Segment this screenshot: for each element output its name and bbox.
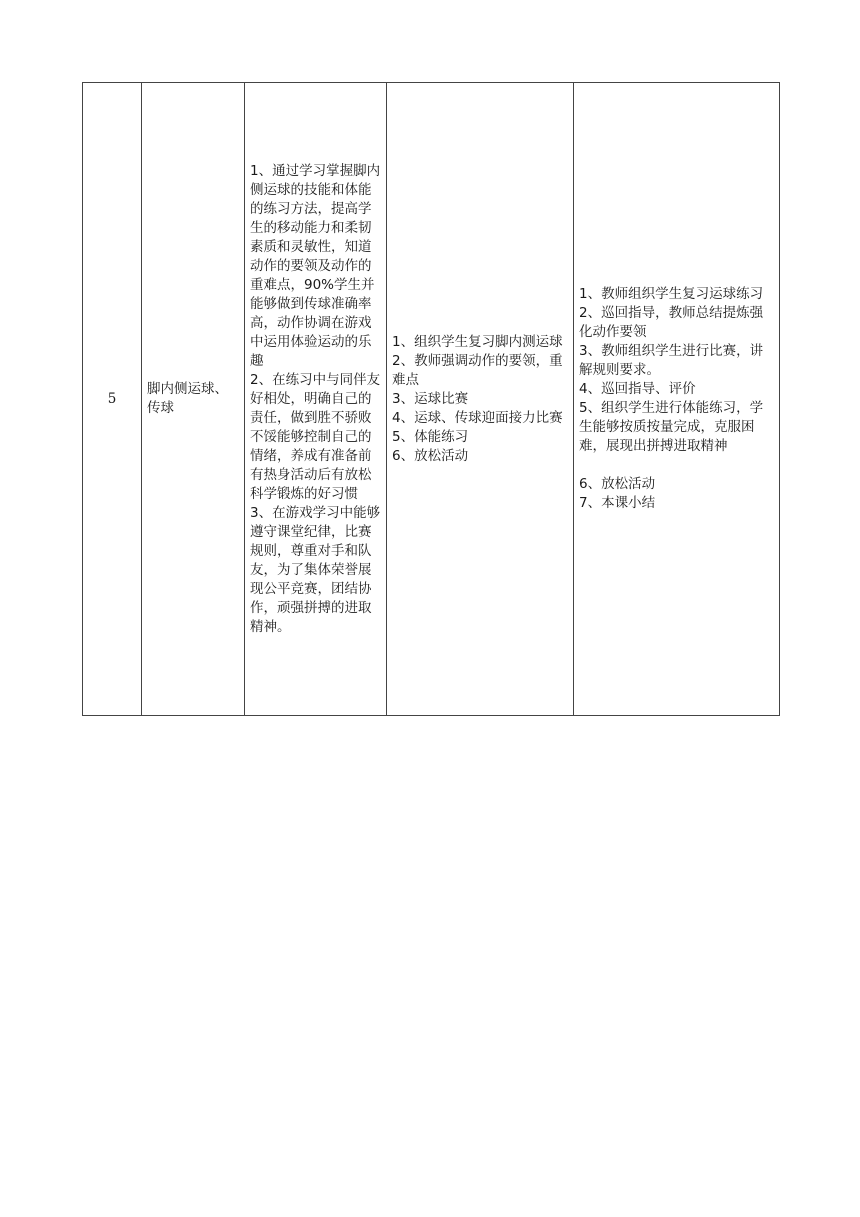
method-item: 4、巡回指导、评价: [579, 381, 696, 397]
content-item: 2、教师强调动作的要领，重难点: [392, 352, 563, 388]
blank-line: [579, 456, 774, 475]
content-item: 5、体能练习: [392, 428, 469, 445]
methods-cell: [574, 83, 780, 716]
method-item: 1、教师组织学生复习运球练习: [579, 286, 764, 302]
topic-cell: [142, 83, 245, 716]
lesson-number-cell: [83, 83, 142, 716]
lesson-number: 5: [107, 390, 117, 407]
table-row: [83, 83, 780, 716]
objectives-cell: [245, 83, 387, 716]
lesson-topic: 脚内侧运球、传球: [147, 381, 228, 416]
objective-item: 1、通过学习掌握脚内侧运球的技能和体能的练习方法，提高学生的移动能力和柔韧素质和灵敏性，知道动作的要领及动作的重难点，90%学生并能够做到传球准确率高，动作协调在游戏中运用体验运动的乐趣: [250, 162, 381, 369]
content-item: 3、运球比赛: [392, 390, 469, 407]
lesson-plan-table: [82, 82, 780, 716]
objective-item: 2、在练习中与同伴友好相处，明确自己的责任，做到胜不骄败不馁能够控制自己的情绪，养成有准备前有热身活动后有放松科学锻炼的好习惯: [250, 371, 381, 502]
contents-cell: [387, 83, 574, 716]
content-item: 6、放松活动: [392, 447, 469, 464]
method-item: 5、组织学生进行体能练习，学生能够按质按量完成，克服困难，展现出拼搏进取精神: [579, 400, 764, 454]
method-item: 3、教师组织学生进行比赛，讲解规则要求。: [579, 343, 764, 378]
content-item: 1、组织学生复习脚内测运球: [392, 333, 563, 350]
content-item: 4、运球、传球迎面接力比赛: [392, 409, 563, 426]
method-item: 6、放松活动: [579, 476, 656, 492]
method-item: 7、本课小结: [579, 495, 656, 511]
method-item: 2、巡回指导，教师总结提炼强化动作要领: [579, 305, 764, 340]
objective-item: 3、在游戏学习中能够遵守课堂纪律，比赛规则，尊重对手和队友，为了集体荣誉展现公平竞赛，团结协作，顽强拼搏的进取精神。: [250, 504, 381, 635]
